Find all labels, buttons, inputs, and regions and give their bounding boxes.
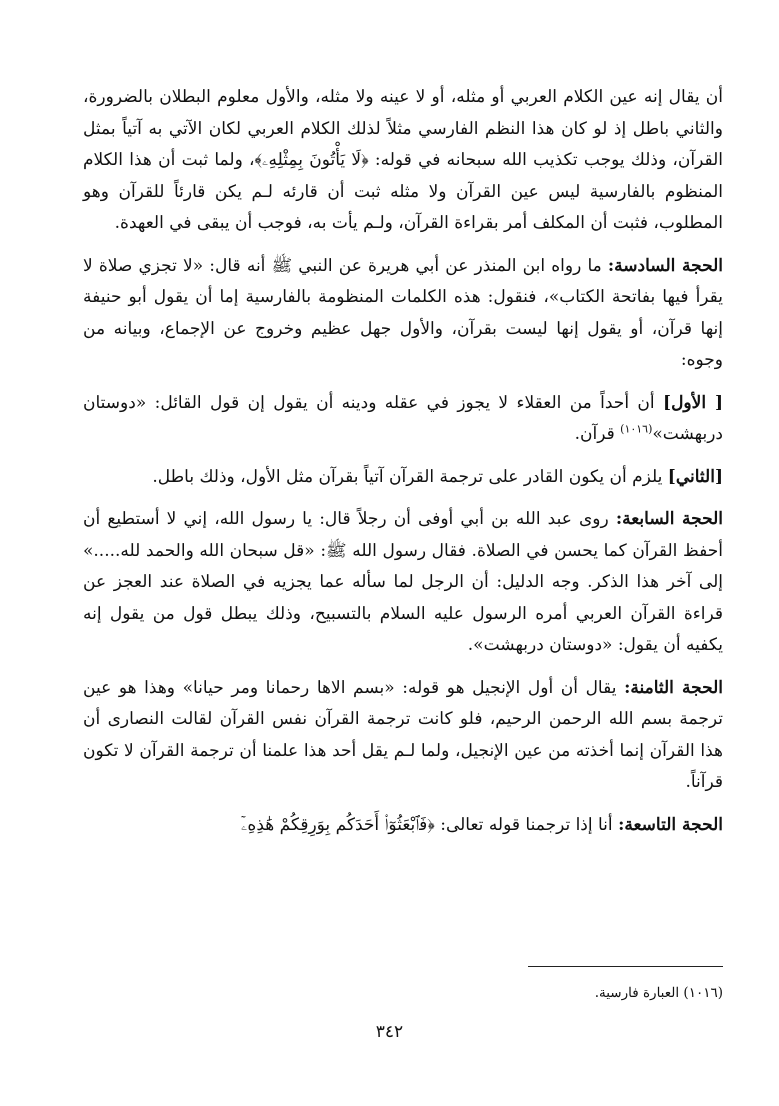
second-point-text: يلزم أن يكون القادر على ترجمة القرآن آتياً بقرآن مثل الأول، وذلك باطل. [152,466,663,487]
argument-7-heading: الحجة السابعة: [615,509,724,529]
argument-8-heading: الحجة الثامنة: [624,677,723,698]
first-point-text-end: قرآن. [574,424,615,444]
paragraph-first-point [83,388,723,451]
argument-6-heading: الحجة السادسة: [607,255,723,276]
paragraph-argument-6 [83,251,723,377]
argument-9-text: أنا إذا ترجمنا قوله تعالى: ﴿فَٱبْعَثُوٓا۟ أَحَدَكُم بِوَرِقِكُمْ هَٰذِهِۦٓ [240,814,613,835]
paragraph-1 [83,82,723,240]
footnote-divider [528,966,723,967]
first-point-label: [ الأول] [663,392,723,413]
page-number: ٣٤٢ [375,1022,404,1042]
footnote: (١٠١٦) العبارة فارسية. [594,985,723,1001]
paragraph-argument-7 [83,504,723,662]
second-point-label: [الثاني] [667,466,723,487]
paragraph-argument-8 [83,673,723,799]
argument-7-text: روى عبد الله بن أبي أوفى أن رجلاً قال: يا رسول الله، إني لا أستطيع أن أحفظ القرآن كما يحسن في الصلاة. فقال رسول الله ﷺ: «قل سبحان الله والحمد لله.....» إلى آخر هذا الذكر. وجه الدليل: أن الرجل لما سأله عما يجزيه في الصلاة عند العجز عن قراءة القرآن العربي أمره الرسول عليه السلام بالتسبيح، وذلك يبطل قول من يقول إنه يكفيه أن يقول: «دوستان دربهشت». [83,509,723,655]
paragraph-second-point [83,462,723,494]
paragraph-1-text: أن يقال إنه عين الكلام العربي أو مثله، أو لا عينه ولا مثله، والأول معلوم البطلان بالضرورة، والثاني باطل إذ لو كان هذا النظم الفارسي مثلاً لذلك الكلام العربي لكان الآتي به آتياً بمثل القرآن، وذلك يوجب تكذيب الله سبحانه في قوله: ﴿لَا يَأْتُونَ بِمِثْلِهِۦ﴾، ولما ثبت أن هذا الكلام المنظوم بالفارسية ليس عين القرآن ولا مثله ثبت أن قارئه لـم يكن قارئاً للقرآن وهو المطلوب، فثبت أن المكلف أمر بقراءة القرآن، ولـم يأت به، فوجب أن يبقى في العهدة. [83,87,723,233]
paragraph-argument-9 [83,810,723,842]
footnote-reference: (١٠١٦) [620,422,653,436]
first-point-text: أن أحداً من العقلاء لا يجوز في عقله ودينه أن يقول إن قول القائل: «دوستان دربهشت» [83,392,723,444]
argument-9-heading: الحجة التاسعة: [618,814,723,835]
argument-6-text: ما رواه ابن المنذر عن أبي هريرة عن النبي ﷺ أنه قال: «لا تجزي صلاة لا يقرأ فيها بفاتحة الكتاب»، فنقول: هذه الكلمات المنظومة بالفارسية إما أن يقول أبو حنيفة إنها قرآن، أو يقول إنها ليست بقرآن، والأول جهل عظيم وخروج عن الإجماع، وبيانه من وجوه: [83,255,723,370]
argument-8-text: يقال أن أول الإنجيل هو قوله: «بسم الاها رحمانا ومر حيانا» وهذا هو عين ترجمة بسم الله الرحمن الرحيم، فلو كانت ترجمة القرآن نفس القرآن لقالت النصارى أن هذا القرآن إنما أخذته من عين الإنجيل، ولما لـم يقل أحد هذا علمنا أن ترجمة القرآن لا تكون قرآناً. [83,677,723,792]
